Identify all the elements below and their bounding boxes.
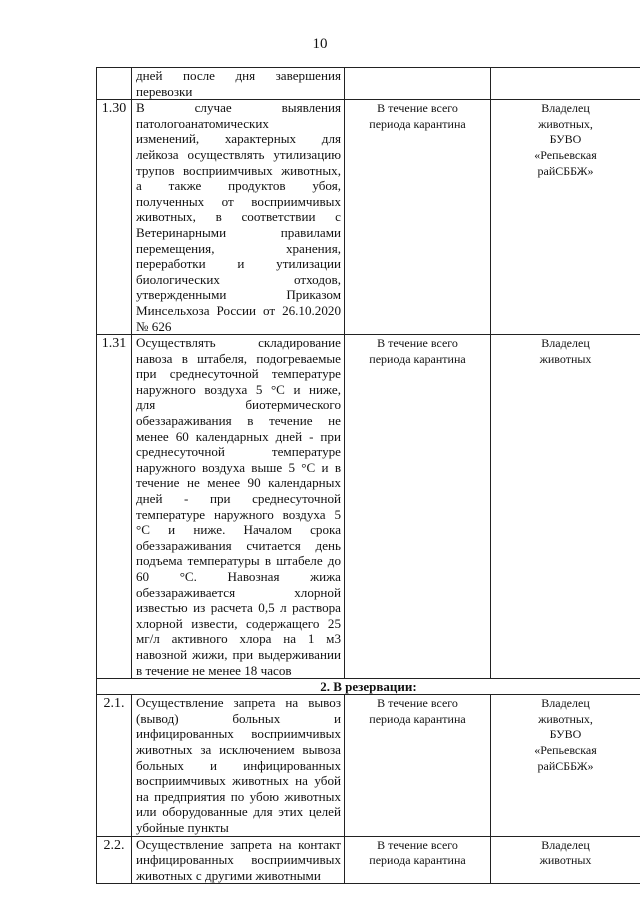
responsible-text-line: «Репьевская <box>534 147 597 162</box>
measure-text-line: хлорной извести, содержащего 25 <box>136 615 341 631</box>
table-row <box>97 68 640 100</box>
measure-text-line: Ветеринарными правилами <box>136 224 341 240</box>
measure-text-line: (вывод) больных и <box>136 710 341 726</box>
measure-cell <box>132 836 345 884</box>
section-row <box>97 679 640 695</box>
measure-text-line: менее 60 календарных дней - при <box>136 428 341 444</box>
measure-text-line: для биотермического <box>136 397 341 413</box>
measure-text-line: Минсельхоза России от 26.10.2020 <box>136 302 341 318</box>
measure-text-line: при среднесуточной температуре <box>136 366 341 382</box>
row-number: 2.2. <box>97 836 132 884</box>
term-cell <box>345 695 491 836</box>
term-cell <box>345 335 491 679</box>
measure-text-line: В случае выявления <box>136 100 341 116</box>
row-number <box>97 68 132 100</box>
measure-text-line: или оборудованные для этих целей <box>136 804 341 820</box>
term-text-line: В течение всего <box>377 336 458 351</box>
measure-text-line: подъема температуры в штабеле до <box>136 553 341 569</box>
measure-text-line: восприимчивых животных на убой <box>136 773 341 789</box>
measure-text-line: животных, в соответствии с <box>136 209 341 225</box>
responsible-text-line: животных <box>539 351 592 366</box>
measure-text-line: лейкоза осуществлять утилизацию <box>136 146 341 162</box>
measure-text-line: перевозки <box>136 83 193 99</box>
responsible-text-line: БУВО <box>549 132 582 147</box>
responsible-text-line: Владелец <box>541 101 590 116</box>
table-row <box>97 695 640 836</box>
measure-text-line: навозной жижи, при выдерживании <box>136 646 341 662</box>
measure-text-line: на предприятия по убою животных <box>136 788 341 804</box>
measure-cell <box>132 335 345 679</box>
measure-text-line: среднесуточной температуре <box>136 444 341 460</box>
measure-text-line: утвержденными Приказом <box>136 287 341 303</box>
row-number: 2.1. <box>97 695 132 836</box>
responsible-text-line: животных <box>539 853 592 868</box>
responsible-text-line: животных, <box>538 116 593 131</box>
term-cell <box>345 100 491 335</box>
responsible-text-line: Владелец <box>541 837 590 852</box>
measure-text-line: Осуществление запрета на контакт <box>136 836 341 852</box>
term-text-line: периода карантина <box>369 853 466 868</box>
measure-text-line: дней - при среднесуточной <box>136 491 341 507</box>
measure-text-line: обеззараживания в течение не <box>136 413 341 429</box>
measure-cell <box>132 695 345 836</box>
term-text-line: В течение всего <box>377 837 458 852</box>
measure-text-line: навоза в штабеля, подогреваемые <box>136 350 341 366</box>
responsible-text-line: животных, <box>538 711 593 726</box>
responsible-cell <box>491 335 640 679</box>
measure-text-line: трупов восприимчивых животных, <box>136 162 341 178</box>
quarantine-measures-table <box>96 67 640 884</box>
measure-text-line: перемещения, хранения, <box>136 240 341 256</box>
measure-text-line: больных и инфицированных <box>136 757 341 773</box>
responsible-cell <box>491 836 640 884</box>
responsible-text-line: Владелец <box>541 336 590 351</box>
page-number: 10 <box>312 36 328 52</box>
term-cell <box>345 836 491 884</box>
measure-text-line: биологических отходов, <box>136 271 341 287</box>
measure-text-line: в течение не менее 18 часов <box>136 662 292 678</box>
measure-text-line: мг/л активного хлора на 1 м3 <box>136 631 341 647</box>
measure-text-line: обеззараживания считается день <box>136 537 341 553</box>
measure-text-line: № 626 <box>136 318 172 334</box>
measure-text-line: полученных от восприимчивых <box>136 193 341 209</box>
row-number: 1.30 <box>97 100 132 335</box>
responsible-cell <box>491 100 640 335</box>
measure-text-line: животных с другими животными <box>136 867 321 883</box>
term-text-line: периода карантина <box>369 711 466 726</box>
responsible-text-line: райСББЖ» <box>537 163 594 178</box>
measure-text-line: температуре наружного воздуха 5 <box>136 506 341 522</box>
responsible-text-line: Владелец <box>541 696 590 711</box>
measure-text-line: наружного воздуха 5 °С и ниже, <box>136 381 341 397</box>
measure-text-line: течение не менее 90 календарных <box>136 475 341 491</box>
measure-text-line: инфицированных восприимчивых <box>136 852 341 868</box>
term-cell <box>345 68 491 100</box>
row-number: 1.31 <box>97 335 132 679</box>
measure-cell <box>132 68 345 100</box>
table-row <box>97 836 640 884</box>
term-text-line: периода карантина <box>369 351 466 366</box>
measure-cell <box>132 100 345 335</box>
term-text-line: В течение всего <box>377 101 458 116</box>
measure-text-line: инфицированных восприимчивых <box>136 726 341 742</box>
measure-text-line: животных за исключением вывоза <box>136 741 341 757</box>
responsible-cell <box>491 68 640 100</box>
responsible-cell <box>491 695 640 836</box>
measure-text-line: наружного воздуха выше 5 °С и в <box>136 459 341 475</box>
measure-text-line: 60 °С. Навозная жижа <box>136 569 341 584</box>
measure-text-line: убойные пункты <box>136 819 229 835</box>
measure-text-line: Осуществлять складирование <box>136 335 341 351</box>
section-title: 2. В резервации: <box>97 679 640 695</box>
measure-text-line: обеззараживается хлорной <box>136 584 341 600</box>
table-row <box>97 100 640 335</box>
table-row <box>97 335 640 679</box>
measure-text-line: изменений, характерных для <box>136 131 341 147</box>
responsible-text-line: БУВО <box>549 727 582 742</box>
measure-text-line: Осуществление запрета на вывоз <box>136 695 341 711</box>
measure-text-line: переработки и утилизации <box>136 256 341 272</box>
measure-text-line: известью из расчета 0,5 л раствора <box>136 600 341 616</box>
term-text-line: В течение всего <box>377 696 458 711</box>
term-text-line: периода карантина <box>369 116 466 131</box>
responsible-text-line: «Репьевская <box>534 742 597 757</box>
measure-text-line: дней после дня завершения <box>136 68 341 83</box>
measure-text-line: °С и ниже. Началом срока <box>136 522 341 538</box>
responsible-text-line: райСББЖ» <box>537 758 594 773</box>
measure-text-line: а также продуктов убоя, <box>136 178 341 194</box>
measure-text-line: патологоанатомических <box>136 115 269 131</box>
